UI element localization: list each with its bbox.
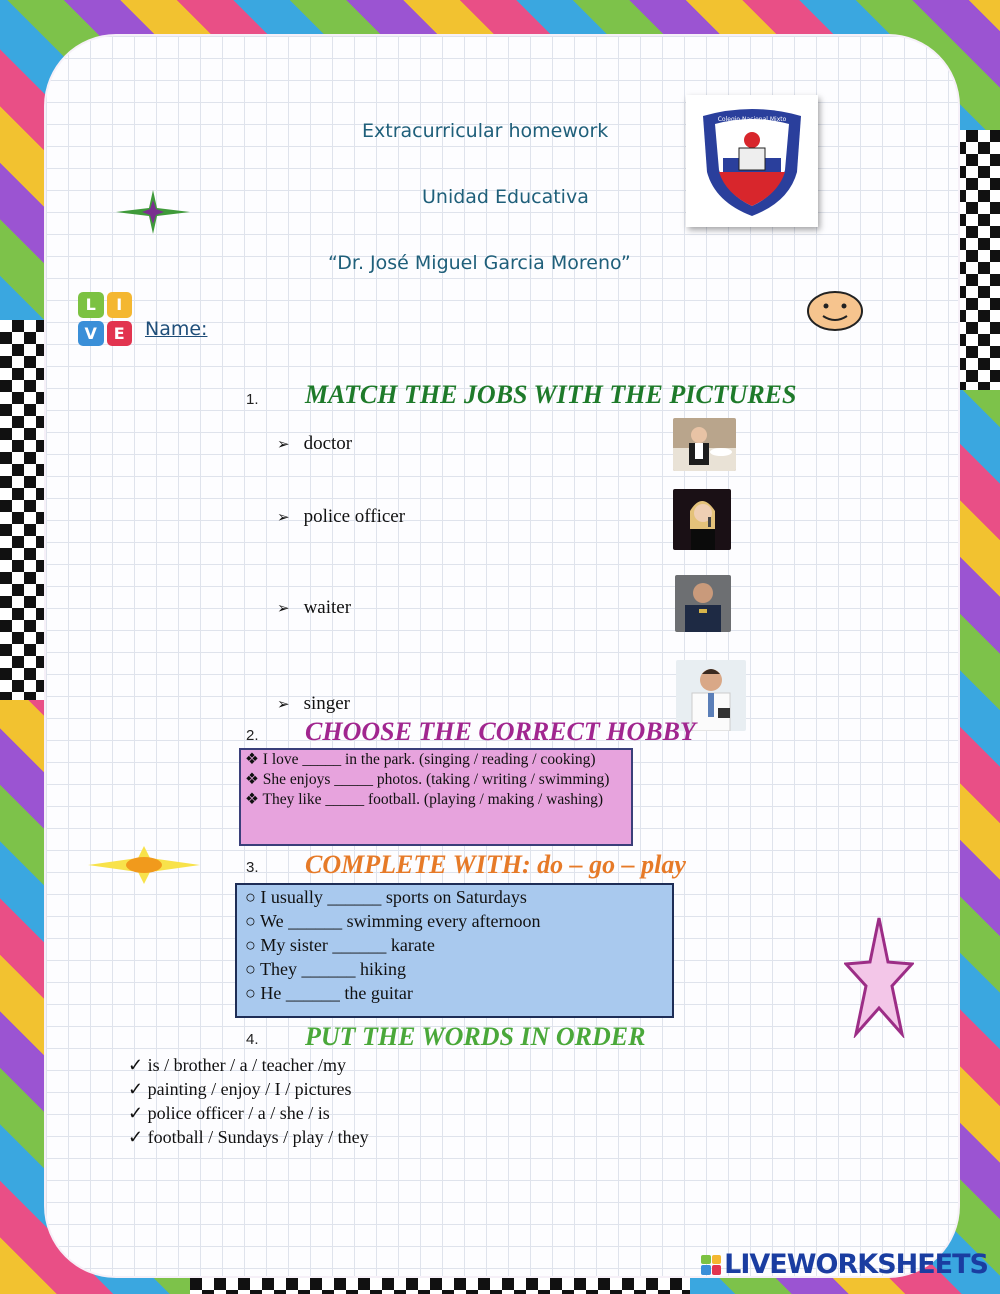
list-item: ○ They ______ hiking xyxy=(245,959,407,979)
school-logo xyxy=(686,95,818,227)
header-title: Extracurricular homework xyxy=(362,120,609,142)
arrow-bullet-icon: ➢ xyxy=(277,510,290,526)
list-item: ✓ football / Sundays / play / they xyxy=(128,1127,369,1147)
section4-number: 4. xyxy=(246,1031,259,1048)
sparkle-star-icon xyxy=(116,190,190,234)
school-shield-icon xyxy=(693,102,811,220)
checkmark-bullet-icon: ✓ xyxy=(128,1103,148,1123)
arrow-bullet-icon: ➢ xyxy=(277,601,290,617)
live-letter-v: V xyxy=(78,321,104,347)
checkmark-bullet-icon: ✓ xyxy=(128,1055,148,1075)
live-logo xyxy=(78,292,132,346)
list-item: ○ He ______ the guitar xyxy=(245,983,413,1003)
diamond-bullet-icon: ❖ xyxy=(245,751,263,768)
circle-bullet-icon: ○ xyxy=(245,887,261,907)
list-item: ❖ I love _____ in the park. (singing / reading / cooking) xyxy=(245,751,596,768)
singer-photo[interactable] xyxy=(673,489,731,550)
complete-box xyxy=(235,883,674,1018)
section2-number: 2. xyxy=(246,727,259,744)
list-item: ❖ They like _____ football. (playing / making / washing) xyxy=(245,791,604,808)
header-school-type: Unidad Educativa xyxy=(422,186,589,208)
smiley-face-icon xyxy=(806,290,864,332)
circle-bullet-icon: ○ xyxy=(245,935,261,955)
checker-pattern-left xyxy=(0,320,46,700)
section4-title: PUT THE WORDS IN ORDER xyxy=(305,1022,646,1051)
diamond-bullet-icon: ❖ xyxy=(245,771,263,788)
circle-bullet-icon: ○ xyxy=(245,911,261,931)
list-item: ❖ She enjoys _____ photos. (taking / writing / swimming) xyxy=(245,771,610,788)
section3-title: COMPLETE WITH: do – go – play xyxy=(305,850,686,879)
checkmark-bullet-icon: ✓ xyxy=(128,1127,148,1147)
liveworksheets-brand[interactable]: LIVEWORKSHEETS xyxy=(701,1249,988,1280)
word-order-list xyxy=(128,1053,369,1149)
liveworksheets-logo-icon xyxy=(701,1255,721,1275)
job-item: ➢ waiter xyxy=(277,597,352,618)
list-item: ✓ police officer / a / she / is xyxy=(128,1103,330,1123)
checkmark-bullet-icon: ✓ xyxy=(128,1079,148,1099)
diamond-bullet-icon: ❖ xyxy=(245,791,263,808)
list-item: ✓ painting / enjoy / I / pictures xyxy=(128,1079,352,1099)
circle-bullet-icon: ○ xyxy=(245,959,261,979)
police-officer-photo[interactable] xyxy=(675,575,731,632)
header-school-name: “Dr. José Miguel Garcia Moreno” xyxy=(328,252,631,274)
job-item: ➢ doctor xyxy=(277,433,353,454)
section1-title: MATCH THE JOBS WITH THE PICTURES xyxy=(305,380,797,409)
list-item: ○ We ______ swimming every afternoon xyxy=(245,911,541,931)
list-item: ○ My sister ______ karate xyxy=(245,935,435,955)
checker-pattern-right xyxy=(954,130,1000,390)
circle-bullet-icon: ○ xyxy=(245,983,261,1003)
list-item: ○ I usually ______ sports on Saturdays xyxy=(245,887,527,907)
job-item: ➢ singer xyxy=(277,693,351,714)
sun-sparkle-icon xyxy=(88,846,200,884)
svg-text:Colegio Nacional Mixto: Colegio Nacional Mixto xyxy=(717,116,787,123)
hobby-box xyxy=(239,748,633,846)
job-item: ➢ police officer xyxy=(277,506,406,527)
live-letter-l: L xyxy=(78,292,104,318)
list-item: ✓ is / brother / a / teacher /my xyxy=(128,1055,347,1075)
section2-title: CHOOSE THE CORRECT HOBBY xyxy=(305,717,696,746)
name-label: Name: xyxy=(145,318,208,340)
arrow-bullet-icon: ➢ xyxy=(277,697,290,713)
section1-number: 1. xyxy=(246,391,259,408)
live-letter-i: I xyxy=(107,292,133,318)
arrow-bullet-icon: ➢ xyxy=(277,437,290,453)
section3-number: 3. xyxy=(246,859,259,876)
pink-star-icon xyxy=(844,916,914,1038)
live-letter-e: E xyxy=(107,321,133,347)
waiter-photo[interactable] xyxy=(673,418,736,471)
